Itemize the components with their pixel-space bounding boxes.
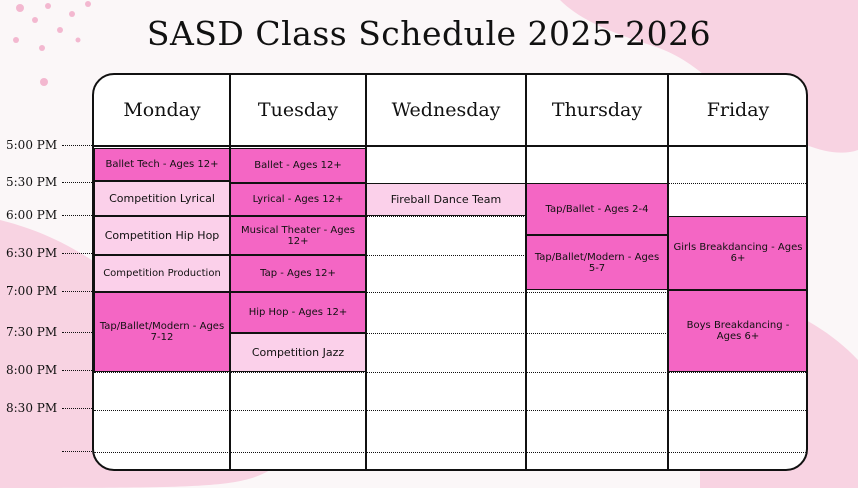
time-leader — [62, 291, 94, 292]
time-label: 5:00 PM — [6, 138, 58, 152]
time-label: 7:00 PM — [6, 284, 58, 298]
class-block: Hip Hop - Ages 12+ — [230, 292, 366, 333]
class-block: Lyrical - Ages 12+ — [230, 183, 366, 216]
class-block: Tap - Ages 12+ — [230, 255, 366, 292]
schedule-table — [92, 73, 808, 471]
time-leader — [62, 408, 94, 409]
time-leader — [62, 370, 94, 371]
class-block: Ballet - Ages 12+ — [230, 148, 366, 183]
time-label: 7:30 PM — [6, 325, 58, 339]
class-block: Competition Lyrical — [94, 181, 230, 216]
day-header-friday: Friday — [706, 99, 770, 121]
class-block: Tap/Ballet - Ages 2-4 — [526, 183, 668, 235]
row-line — [94, 372, 806, 373]
day-header-wednesday: Wednesday — [391, 99, 501, 121]
page-title: SASD Class Schedule 2025-2026 — [146, 14, 712, 53]
row-line — [94, 410, 806, 411]
class-block: Tap/Ballet/Modern - Ages 7-12 — [94, 292, 230, 372]
class-block: Competition Jazz — [230, 333, 366, 372]
class-block: Girls Breakdancing - Ages 6+ — [668, 216, 808, 290]
class-block: Tap/Ballet/Modern - Ages 5-7 — [526, 235, 668, 290]
time-label: 8:30 PM — [6, 401, 58, 415]
day-header-thursday: Thursday — [551, 99, 643, 121]
time-label: 6:00 PM — [6, 208, 58, 222]
class-block: Competition Hip Hop — [94, 216, 230, 255]
class-block: Musical Theater - Ages 12+ — [230, 216, 366, 255]
class-block: Fireball Dance Team — [366, 183, 526, 216]
time-label: 8:00 PM — [6, 363, 58, 377]
time-label: 6:30 PM — [6, 246, 58, 260]
time-leader — [62, 145, 94, 146]
day-header-tuesday: Tuesday — [257, 99, 339, 121]
time-leader — [62, 253, 94, 254]
time-leader — [62, 451, 94, 452]
time-leader — [62, 215, 94, 216]
time-leader — [62, 182, 94, 183]
time-label: 5:30 PM — [6, 175, 58, 189]
class-block: Competition Production — [94, 255, 230, 292]
class-block: Boys Breakdancing - Ages 6+ — [668, 290, 808, 372]
time-leader — [62, 332, 94, 333]
header-divider — [94, 145, 806, 147]
row-line — [94, 452, 806, 453]
class-block: Ballet Tech - Ages 12+ — [94, 148, 230, 181]
day-header-monday: Monday — [123, 99, 201, 121]
